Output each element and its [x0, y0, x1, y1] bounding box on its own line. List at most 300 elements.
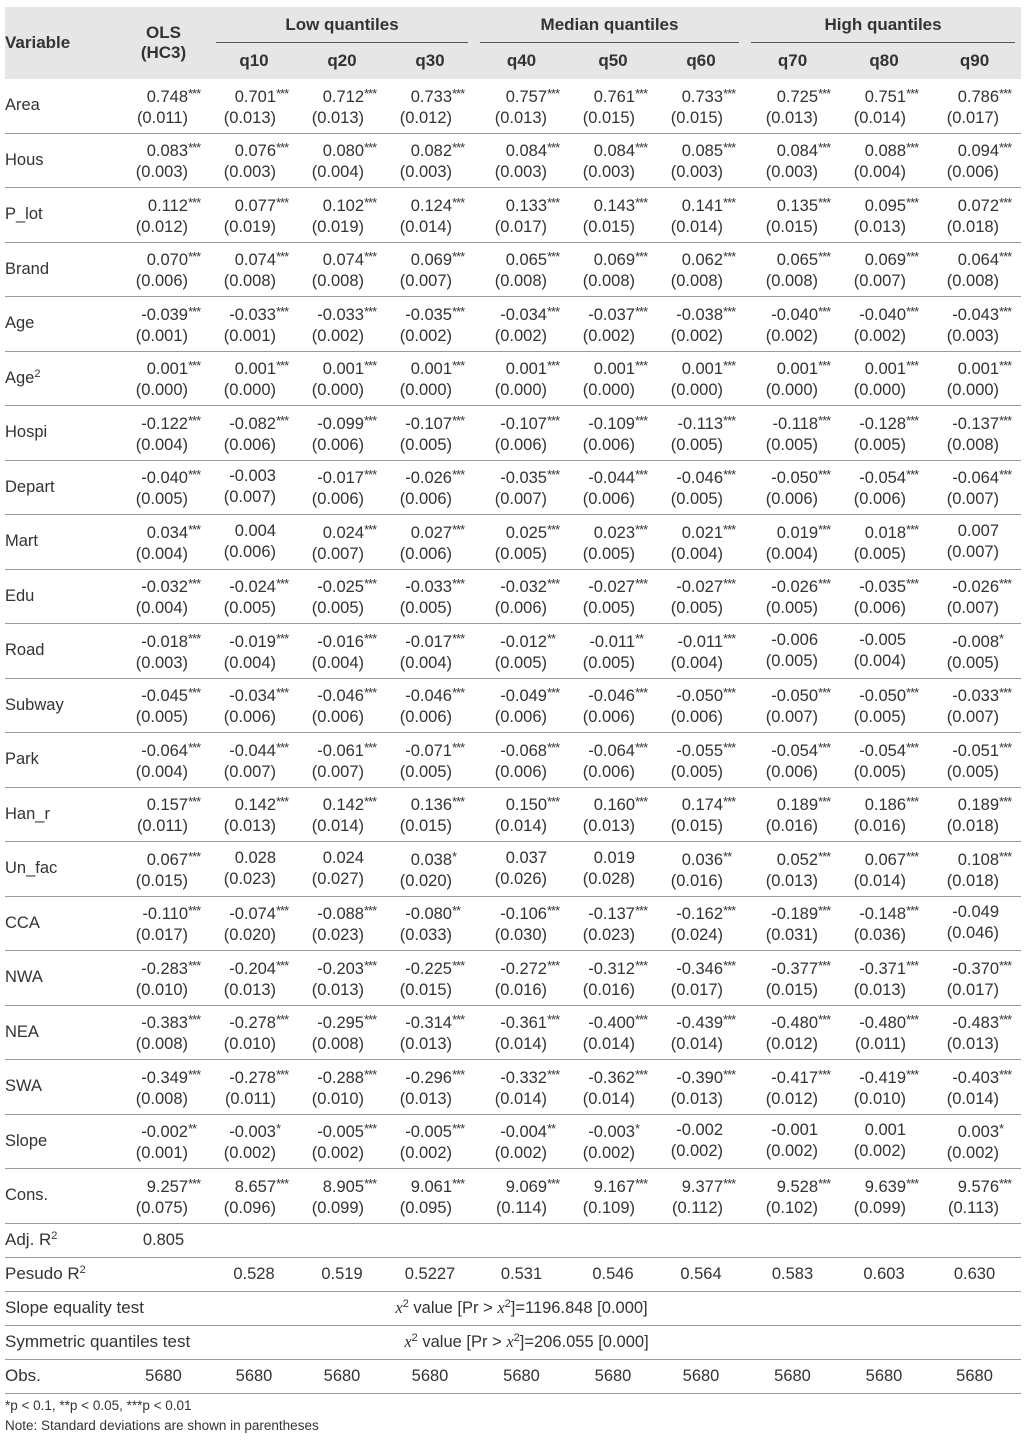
standard-error: (0.001) [135, 326, 188, 345]
significance-stars: *** [818, 412, 831, 428]
significance-stars: ** [723, 848, 732, 864]
coefficient-value: 0.037 [505, 848, 547, 867]
coefficient-value: 0.024 [322, 848, 364, 867]
variable-name: NEA [5, 1005, 117, 1060]
coefficient-cell [210, 678, 298, 733]
standard-error: (0.007) [946, 708, 1000, 727]
standard-error: (0.020) [399, 871, 452, 890]
table-row [5, 515, 1021, 570]
significance-stars: *** [999, 1066, 1012, 1082]
standard-error: (0.005) [494, 544, 547, 563]
coefficient-cell [386, 1169, 474, 1224]
standard-error: (0.046) [946, 924, 1000, 943]
coefficient-value: -0.044 [229, 741, 276, 760]
significance-stars: *** [635, 521, 648, 537]
significance-stars: *** [818, 303, 831, 319]
standard-error: (0.102) [765, 1198, 819, 1217]
significance-stars: *** [364, 957, 377, 973]
standard-error: (0.002) [311, 1144, 364, 1163]
coefficient-value: -0.064 [141, 741, 188, 760]
coefficient-value: -0.162 [676, 905, 724, 924]
coefficient-cell [569, 188, 657, 243]
coefficient-cell [569, 896, 657, 951]
standard-error: (0.005) [853, 708, 907, 727]
coefficient-cell [210, 1060, 298, 1115]
coefficient-value: 0.733 [681, 87, 724, 106]
obs-value: 5680 [928, 1359, 1021, 1393]
coefficient-value: 0.001 [505, 360, 547, 379]
significance-stars: *** [723, 630, 736, 646]
standard-error: (0.005) [946, 762, 1000, 781]
standard-error: (0.014) [494, 1035, 547, 1054]
symmetric-test-row [5, 1325, 1021, 1359]
standard-error: (0.000) [135, 381, 188, 400]
significance-stars: *** [547, 194, 560, 210]
coefficient-cell [117, 951, 210, 1006]
standard-error: (0.000) [494, 381, 547, 400]
standard-error: (0.008) [582, 272, 635, 291]
coefficient-cell [840, 297, 928, 352]
coefficient-cell [840, 351, 928, 406]
coefficient-cell [745, 787, 840, 842]
standard-error: (0.011) [136, 817, 188, 836]
standard-error: (0.017) [494, 217, 547, 236]
standard-error: (0.002) [582, 1144, 635, 1163]
coefficient-cell [117, 624, 210, 679]
coefficient-value: -0.110 [142, 905, 188, 924]
standard-error: (0.007) [946, 599, 1000, 618]
coefficient-cell [210, 842, 298, 897]
coefficient-cell [210, 460, 298, 515]
group-header-median: Median quantiles [474, 7, 745, 43]
significance-stars: *** [452, 1121, 465, 1137]
coefficient-value: -0.049 [952, 903, 1000, 922]
standard-error: (0.008) [765, 272, 819, 291]
coefficient-value: 0.701 [234, 87, 276, 106]
coefficient-cell [210, 188, 298, 243]
coefficient-value: -0.288 [317, 1068, 364, 1087]
coefficient-value: 0.065 [505, 251, 547, 270]
obs-value: 5680 [210, 1359, 298, 1393]
coefficient-value: -0.005 [317, 1123, 364, 1142]
significance-stars: *** [188, 1175, 201, 1191]
significance-stars: *** [723, 194, 736, 210]
significance-stars: *** [906, 576, 919, 592]
coefficient-value: -0.225 [405, 959, 452, 978]
significance-stars: *** [818, 521, 831, 537]
obs-value: 5680 [657, 1359, 745, 1393]
standard-error: (0.016) [853, 817, 907, 836]
significance-stars: *** [547, 1012, 560, 1028]
coefficient-cell [928, 406, 1021, 461]
significance-stars: *** [999, 194, 1012, 210]
variable-name: Brand [5, 242, 117, 297]
standard-error: (0.026) [494, 869, 547, 888]
standard-error: (0.001) [223, 326, 276, 345]
significance-stars: *** [452, 630, 465, 646]
significance-stars: *** [906, 794, 919, 810]
coefficient-cell [840, 896, 928, 951]
coefficient-value: -0.044 [588, 469, 635, 488]
standard-error: (0.013) [399, 1035, 452, 1054]
significance-stars: *** [635, 194, 648, 210]
standard-error: (0.099) [311, 1198, 364, 1217]
coefficient-value: -0.049 [500, 687, 547, 706]
significance-stars: *** [452, 739, 465, 755]
significance-stars: *** [635, 1066, 648, 1082]
coefficient-value: 0.082 [410, 142, 452, 161]
coefficient-cell [474, 242, 569, 297]
coefficient-cell [117, 1114, 210, 1169]
significance-stars: *** [364, 739, 377, 755]
coefficient-value: -0.061 [317, 741, 364, 760]
coefficient-cell [117, 133, 210, 188]
standard-error: (0.003) [946, 326, 1000, 345]
standard-error: (0.006) [765, 762, 819, 781]
coefficient-value: 0.069 [864, 251, 907, 270]
coefficient-cell [474, 678, 569, 733]
significance-stars: *** [276, 1012, 289, 1028]
coefficient-value: -0.046 [676, 469, 724, 488]
coefficient-cell [474, 842, 569, 897]
coefficient-value: -0.109 [588, 414, 635, 433]
standard-error: (0.018) [946, 871, 1000, 890]
significance-stars: *** [452, 412, 465, 428]
standard-error: (0.014) [853, 108, 907, 127]
quantile-header: q40 [474, 43, 569, 79]
standard-error: (0.006) [494, 762, 547, 781]
group-header-low: Low quantiles [210, 7, 474, 43]
coefficient-value: 0.025 [505, 523, 547, 542]
standard-error: (0.015) [765, 980, 819, 999]
coefficient-value: -0.283 [141, 959, 188, 978]
significance-stars: *** [188, 249, 201, 265]
coefficient-value: 0.150 [505, 796, 547, 815]
coefficient-value: 0.001 [864, 360, 907, 379]
coefficient-cell [298, 951, 386, 1006]
standard-error: (0.005) [399, 762, 452, 781]
standard-error: (0.075) [135, 1198, 188, 1217]
coefficient-value: -0.400 [588, 1014, 635, 1033]
coefficient-cell [298, 569, 386, 624]
standard-error: (0.015) [399, 817, 452, 836]
significance-stars: *** [276, 85, 289, 101]
coefficient-cell [569, 624, 657, 679]
coefficient-cell [474, 1169, 569, 1224]
coefficient-cell [745, 1060, 840, 1115]
coefficient-value: -0.377 [771, 959, 819, 978]
significance-stars: *** [364, 521, 377, 537]
significance-stars: *** [452, 194, 465, 210]
coefficient-value: -0.046 [588, 687, 635, 706]
significance-stars: *** [999, 467, 1012, 483]
coefficient-cell [210, 351, 298, 406]
significance-stars: *** [452, 521, 465, 537]
coefficient-cell [569, 79, 657, 133]
coefficient-cell [117, 1060, 210, 1115]
coefficient-cell [474, 79, 569, 133]
standard-error: (0.015) [582, 108, 635, 127]
significance-stars: *** [906, 848, 919, 864]
significance-stars: *** [364, 467, 377, 483]
standard-error: (0.007) [765, 708, 819, 727]
standard-error: (0.014) [582, 1035, 635, 1054]
quantile-header: q20 [298, 43, 386, 79]
standard-error: (0.010) [223, 1035, 276, 1054]
coefficient-cell [928, 624, 1021, 679]
significance-stars: *** [723, 1175, 736, 1191]
coefficient-cell [298, 406, 386, 461]
significance-stars: *** [818, 848, 831, 864]
table-row [5, 188, 1021, 243]
significance-stars: *** [635, 412, 648, 428]
coefficient-cell [210, 406, 298, 461]
significance-stars: *** [906, 1066, 919, 1082]
coefficient-cell [298, 79, 386, 133]
coefficient-value: 0.748 [146, 87, 188, 106]
standard-error: (0.000) [670, 381, 724, 400]
coefficient-value: -0.033 [229, 305, 276, 324]
coefficient-value: -0.011 [677, 632, 724, 651]
variable-name: Depart [5, 460, 117, 515]
standard-error: (0.004) [135, 762, 188, 781]
coefficient-cell [657, 678, 745, 733]
coefficient-cell [928, 188, 1021, 243]
coefficient-value: -0.037 [588, 305, 635, 324]
coefficient-cell [840, 1005, 928, 1060]
standard-error: (0.007) [223, 762, 276, 781]
significance-stars: *** [276, 957, 289, 973]
coefficient-value: 0.133 [505, 196, 547, 215]
coefficient-cell [745, 188, 840, 243]
standard-error: (0.006) [582, 708, 635, 727]
coefficient-cell [928, 678, 1021, 733]
significance-stars: * [999, 1121, 1004, 1137]
significance-stars: *** [818, 739, 831, 755]
standard-error: (0.006) [311, 708, 364, 727]
significance-stars: *** [906, 521, 919, 537]
pseudo-r2-value: 0.528 [210, 1257, 298, 1291]
coefficient-value: -0.038 [676, 305, 724, 324]
standard-error: (0.005) [765, 651, 819, 670]
significance-stars: ** [188, 1121, 197, 1137]
coefficient-cell [386, 1114, 474, 1169]
table-row [5, 242, 1021, 297]
significance-stars: *** [999, 576, 1012, 592]
significance-stars: *** [906, 903, 919, 919]
coefficient-value: 0.135 [776, 196, 819, 215]
coefficient-value: -0.054 [859, 469, 907, 488]
coefficient-value: -0.040 [859, 305, 907, 324]
standard-error: (0.015) [765, 217, 819, 236]
coefficient-cell [298, 351, 386, 406]
standard-error: (0.016) [494, 980, 547, 999]
standard-error: (0.005) [223, 599, 276, 618]
significance-stars: *** [276, 1175, 289, 1191]
standard-deviation-note: Note: Standard deviations are shown in parentheses [5, 1418, 319, 1433]
standard-error: (0.005) [670, 762, 724, 781]
coefficient-cell [298, 242, 386, 297]
significance-stars: *** [723, 303, 736, 319]
coefficient-value: 0.001 [234, 360, 276, 379]
coefficient-value: 0.136 [410, 796, 452, 815]
coefficient-cell [569, 1060, 657, 1115]
standard-error: (0.007) [399, 272, 452, 291]
coefficient-value: 0.070 [146, 251, 188, 270]
coefficient-value: -0.019 [229, 632, 276, 651]
table-row [5, 624, 1021, 679]
table-body [5, 79, 1021, 1223]
significance-stars: *** [635, 85, 648, 101]
coefficient-value: -0.390 [676, 1068, 724, 1087]
standard-error: (0.007) [223, 488, 276, 507]
coefficient-cell [745, 1169, 840, 1224]
coefficient-cell [840, 515, 928, 570]
significance-stars: *** [188, 957, 201, 973]
significance-stars: *** [723, 358, 736, 374]
coefficient-value: -0.278 [229, 1068, 276, 1087]
significance-stars: *** [635, 903, 648, 919]
standard-error: (0.028) [582, 869, 635, 888]
significance-stars: *** [723, 467, 736, 483]
standard-error: (0.006) [494, 708, 547, 727]
coefficient-cell [569, 842, 657, 897]
coefficient-value: -0.346 [676, 959, 724, 978]
obs-value: 5680 [569, 1359, 657, 1393]
coefficient-value: -0.001 [771, 1121, 819, 1140]
coefficient-cell [657, 624, 745, 679]
coefficient-cell [117, 460, 210, 515]
significance-stars: *** [364, 1066, 377, 1082]
coefficient-cell [298, 515, 386, 570]
significance-stars: *** [723, 794, 736, 810]
coefficient-cell [657, 188, 745, 243]
coefficient-cell [657, 569, 745, 624]
coefficient-value: 0.001 [146, 360, 188, 379]
significance-stars: *** [364, 194, 377, 210]
coefficient-cell [474, 297, 569, 352]
variable-name: Han_r [5, 787, 117, 842]
table-notes [5, 1396, 319, 1436]
significance-stars: *** [547, 957, 560, 973]
significance-stars: *** [723, 685, 736, 701]
coefficient-cell [298, 842, 386, 897]
significance-stars: *** [547, 140, 560, 156]
standard-error: (0.023) [582, 926, 635, 945]
significance-stars: *** [547, 685, 560, 701]
coefficient-value: -0.064 [588, 741, 635, 760]
standard-error: (0.008) [311, 1035, 364, 1054]
obs-value: 5680 [474, 1359, 569, 1393]
standard-error: (0.109) [582, 1198, 635, 1217]
table-row [5, 842, 1021, 897]
standard-error: (0.003) [582, 163, 635, 182]
coefficient-cell [657, 297, 745, 352]
coefficient-cell [386, 188, 474, 243]
coefficient-value: 0.001 [410, 360, 452, 379]
significance-stars: *** [999, 1175, 1012, 1191]
standard-error: (0.002) [853, 1142, 907, 1161]
standard-error: (0.005) [765, 435, 819, 454]
quantile-header: q30 [386, 43, 474, 79]
standard-error: (0.002) [494, 1144, 547, 1163]
significance-stars: *** [276, 358, 289, 374]
coefficient-value: -0.371 [859, 959, 907, 978]
significance-stars: *** [723, 576, 736, 592]
standard-error: (0.013) [223, 108, 276, 127]
coefficient-cell [840, 569, 928, 624]
significance-stars: *** [999, 412, 1012, 428]
standard-error: (0.015) [582, 217, 635, 236]
standard-error: (0.006) [670, 708, 724, 727]
coefficient-value: 0.052 [776, 850, 819, 869]
standard-error: (0.014) [399, 217, 452, 236]
significance-stars: ** [452, 903, 461, 919]
significance-stars: *** [188, 576, 201, 592]
coefficient-value: 9.257 [146, 1177, 188, 1196]
coefficient-value: 0.019 [776, 523, 819, 542]
significance-stars: *** [276, 1066, 289, 1082]
standard-error: (0.013) [311, 980, 364, 999]
significance-stars: *** [999, 1012, 1012, 1028]
coefficient-value: -0.054 [771, 741, 819, 760]
coefficient-value: -0.027 [588, 578, 635, 597]
standard-error: (0.004) [853, 163, 907, 182]
significance-stars: *** [188, 848, 201, 864]
coefficient-cell [474, 624, 569, 679]
standard-error: (0.016) [582, 980, 635, 999]
standard-error: (0.013) [765, 871, 819, 890]
variable-name: Subway [5, 678, 117, 733]
coefficient-cell [298, 733, 386, 788]
coefficient-cell [657, 733, 745, 788]
coefficient-cell [745, 406, 840, 461]
coefficient-cell [298, 1169, 386, 1224]
standard-error: (0.004) [765, 544, 819, 563]
coefficient-cell [210, 896, 298, 951]
coefficient-cell [210, 624, 298, 679]
significance-stars: *** [818, 794, 831, 810]
coefficient-value: 0.725 [776, 87, 819, 106]
coefficient-cell [745, 515, 840, 570]
pseudo-r2-label: Pesudo $R^2$ [5, 1257, 117, 1291]
coefficient-value: 0.189 [776, 796, 819, 815]
standard-error: (0.004) [223, 653, 276, 672]
coefficient-cell [298, 460, 386, 515]
adj-r2-row [5, 1223, 1021, 1257]
table-row [5, 133, 1021, 188]
standard-error: (0.004) [135, 599, 188, 618]
table-row [5, 733, 1021, 788]
standard-error: (0.005) [582, 599, 635, 618]
coefficient-value: -0.003 [229, 1123, 276, 1142]
quantile-header: q70 [745, 43, 840, 79]
coefficient-value: 0.001 [322, 360, 364, 379]
significance-stars: *** [452, 576, 465, 592]
coefficient-value: 0.069 [410, 251, 452, 270]
coefficient-value: 9.639 [864, 1177, 907, 1196]
standard-error: (0.004) [399, 653, 452, 672]
standard-error: (0.002) [399, 326, 452, 345]
coefficient-cell [386, 242, 474, 297]
coefficient-value: -0.039 [141, 305, 188, 324]
significance-stars: * [452, 848, 457, 864]
variable-name: Edu [5, 569, 117, 624]
significance-stars: *** [547, 521, 560, 537]
variable-name: P_lot [5, 188, 117, 243]
significance-stars: *** [547, 358, 560, 374]
standard-error: (0.013) [670, 1089, 724, 1108]
